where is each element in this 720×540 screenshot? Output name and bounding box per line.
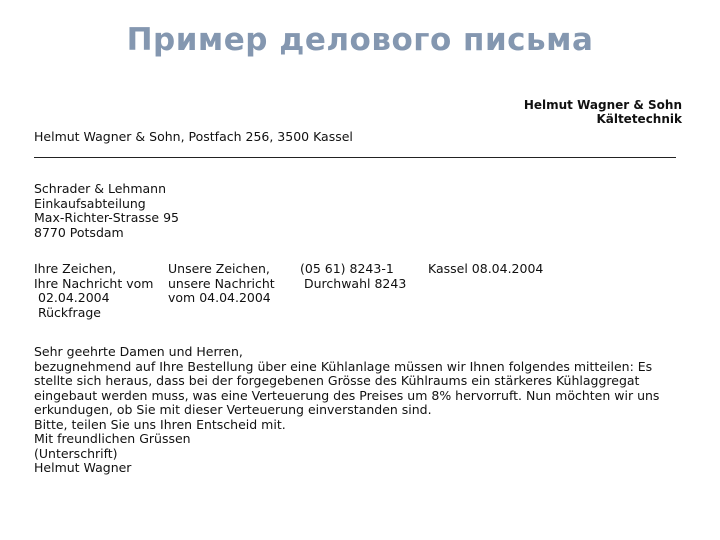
your-message-date: 02.04.2004 <box>38 290 110 305</box>
divider-rule <box>34 157 676 158</box>
our-message-date: vom 04.04.2004 <box>168 290 271 305</box>
your-reference-block <box>34 262 153 320</box>
closing-line: Mit freundlichen Grüssen <box>34 431 191 446</box>
body-paragraph: bezugnehmend auf Ihre Bestellung über eine Kühlanlage müssen wir Ihnen folgendes mitteilen: Es stellte sich heraus, dass bei der forgegebenen Grösse des Kühlraums ein stärkeres Kühlaggregat eingebaut werden muss, was eine Verteuerung des Preises um 8% hervorruft. Nun möchten wir uns erkundugen, ob Sie mit dieser Verteuerung einverstanden sind. <box>34 358 660 417</box>
our-reference-label: Unsere Zeichen, <box>168 261 270 276</box>
sender-address-line: Helmut Wagner & Sohn, Postfach 256, 3500 Kassel <box>34 129 353 144</box>
your-note: Rückfrage <box>38 304 101 320</box>
letterhead-division: Kältetechnik <box>596 112 682 126</box>
phone-block <box>300 262 406 291</box>
phone-number: (05 61) 8243-1 <box>300 261 394 276</box>
recipient-address <box>34 182 179 240</box>
recipient-company: Schrader & Lehmann <box>34 181 167 196</box>
signer-name: Helmut Wagner <box>34 460 132 475</box>
recipient-street: Max-Richter-Strasse 95 <box>34 210 179 225</box>
letterhead-company: Helmut Wagner & Sohn <box>523 98 682 112</box>
signature-note: (Unterschrift) <box>34 445 118 461</box>
letterhead <box>524 98 682 126</box>
your-message-label: Ihre Nachricht vom <box>34 275 154 291</box>
your-reference-label: Ihre Zeichen, <box>34 261 117 276</box>
salutation: Sehr geehrte Damen und Herren, <box>34 344 243 359</box>
recipient-department: Einkaufsabteilung <box>34 195 146 211</box>
our-reference-block <box>168 262 275 306</box>
letter-body <box>34 345 679 476</box>
place-date: Kassel 08.04.2004 <box>428 261 544 276</box>
request-line: Bitte, teilen Sie uns Ihren Entscheid mit. <box>34 416 286 432</box>
recipient-city: 8770 Potsdam <box>34 224 124 240</box>
phone-extension: Durchwahl 8243 <box>304 275 407 291</box>
page-title: Пример делового письма <box>126 22 594 58</box>
our-message-label: unsere Nachricht <box>168 275 275 291</box>
